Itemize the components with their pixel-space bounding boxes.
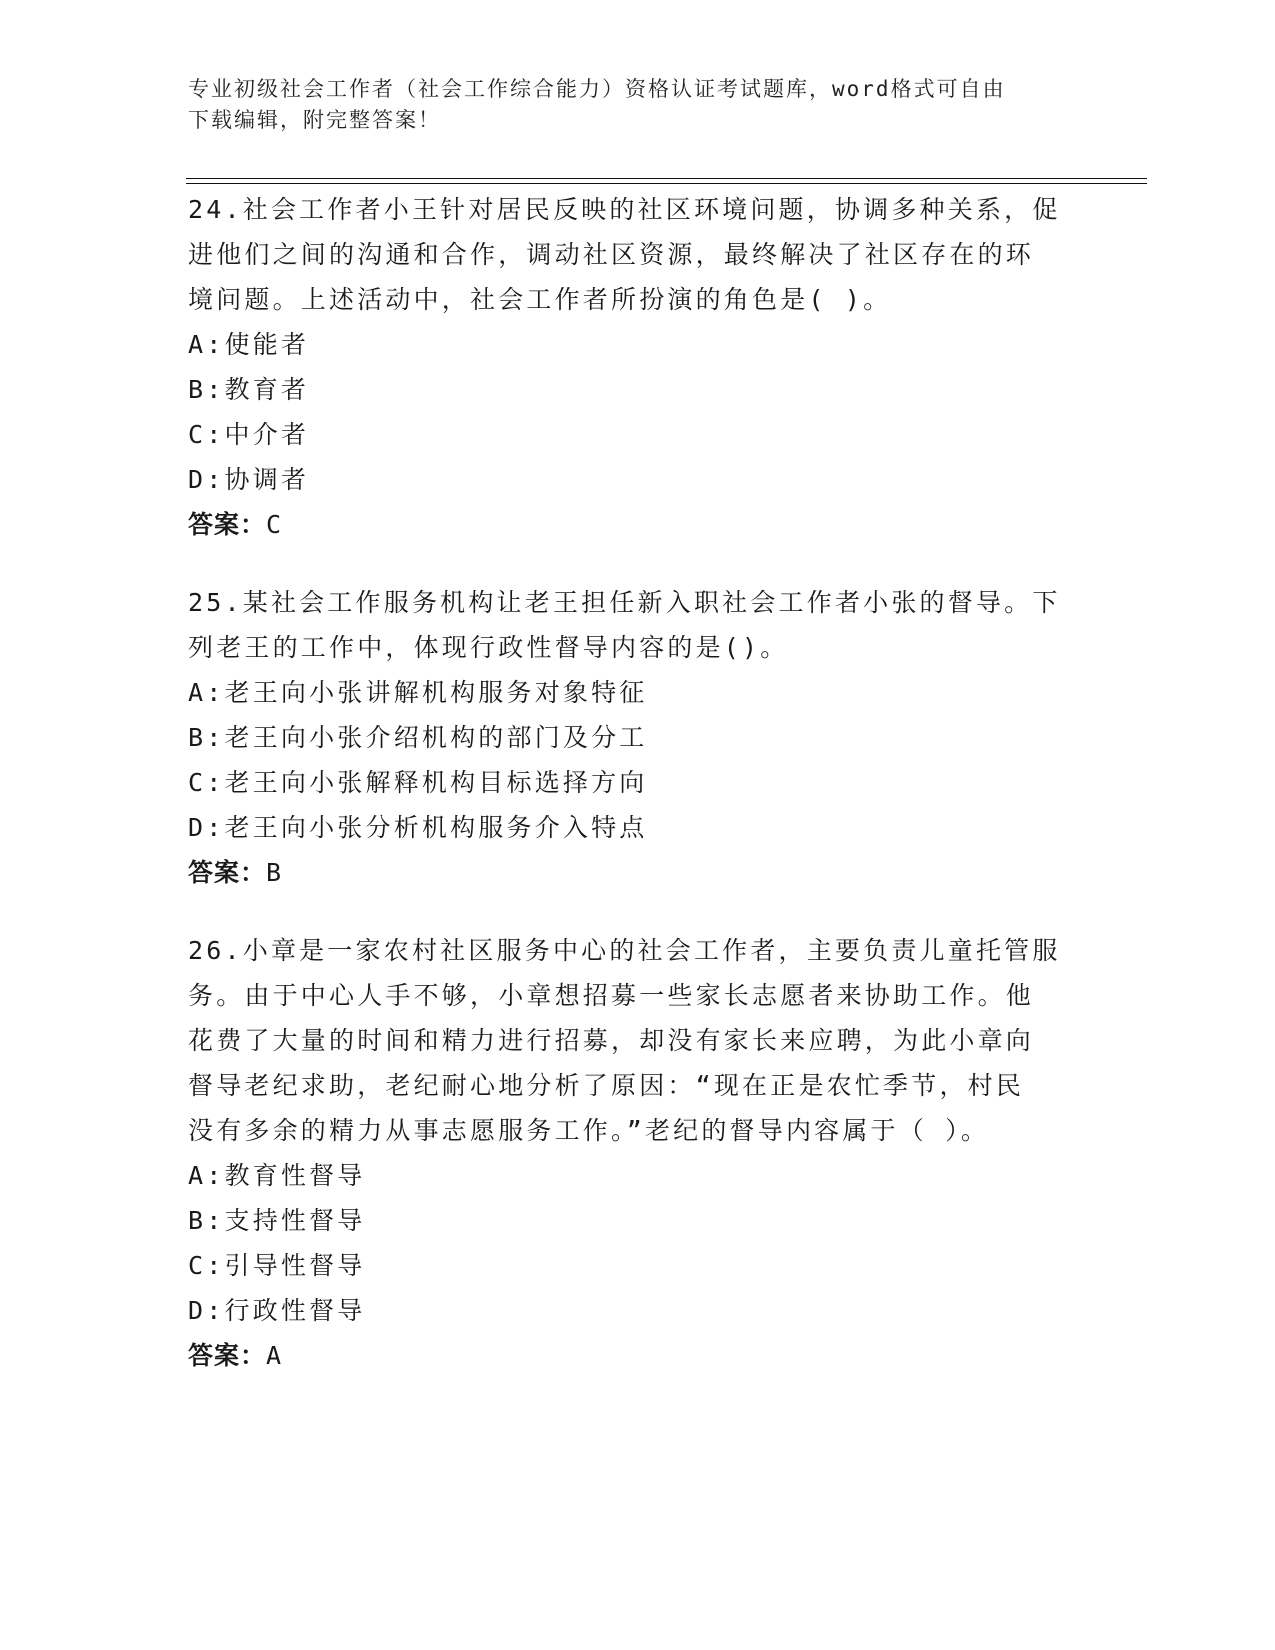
stem-line: 务。由于中心人手不够，小章想招募一些家长志愿者来协助工作。他 bbox=[188, 981, 1035, 1010]
option-a: A:老王向小张讲解机构服务对象特征 bbox=[188, 678, 648, 707]
option-d: D:老王向小张分析机构服务介入特点 bbox=[188, 813, 648, 842]
option-d: D:协调者 bbox=[188, 465, 310, 494]
stem-line: 督导老纪求助，老纪耐心地分析了原因：“现在正是农忙季节，村民 bbox=[188, 1071, 1025, 1100]
option-a: A:教育性督导 bbox=[188, 1161, 366, 1190]
stem-line: 26.小章是一家农村社区服务中心的社会工作者，主要负责儿童托管服 bbox=[188, 936, 1061, 965]
question-25 bbox=[188, 574, 1088, 895]
option-b: B:支持性督导 bbox=[188, 1206, 366, 1235]
answer-line bbox=[188, 1333, 1088, 1378]
header-rule-top bbox=[186, 178, 1147, 179]
answer-label: 答案： bbox=[188, 510, 267, 539]
answer-line bbox=[188, 850, 1088, 895]
question-26 bbox=[188, 922, 1088, 1378]
stem-line: 没有多余的精力从事志愿服务工作。”老纪的督导内容属于（ ）。 bbox=[188, 1116, 990, 1145]
stem-line: 25.某社会工作服务机构让老王担任新入职社会工作者小张的督导。下 bbox=[188, 588, 1061, 617]
document-header bbox=[188, 74, 1088, 136]
answer-value: C bbox=[266, 510, 283, 539]
header-line-1: 专业初级社会工作者（社会工作综合能力）资格认证考试题库，word格式可自由 bbox=[188, 77, 1006, 101]
option-b: B:老王向小张介绍机构的部门及分工 bbox=[188, 723, 648, 752]
answer-line bbox=[188, 502, 1088, 547]
option-c: C:引导性督导 bbox=[188, 1251, 366, 1280]
question-24 bbox=[188, 181, 1088, 547]
stem-line: 24.社会工作者小王针对居民反映的社区环境问题，协调多种关系，促 bbox=[188, 195, 1061, 224]
option-c: C:老王向小张解释机构目标选择方向 bbox=[188, 768, 648, 797]
stem-line: 列老王的工作中，体现行政性督导内容的是()。 bbox=[188, 633, 789, 662]
answer-value: B bbox=[266, 858, 283, 887]
option-b: B:教育者 bbox=[188, 375, 310, 404]
header-line-2: 下载编辑，附完整答案！ bbox=[188, 108, 441, 132]
stem-line: 境问题。上述活动中，社会工作者所扮演的角色是( )。 bbox=[188, 285, 892, 314]
stem-line: 进他们之间的沟通和合作，调动社区资源，最终解决了社区存在的环 bbox=[188, 240, 1035, 269]
stem-line: 花费了大量的时间和精力进行招募，却没有家长来应聘，为此小章向 bbox=[188, 1026, 1035, 1055]
answer-value: A bbox=[266, 1341, 283, 1370]
question-stem bbox=[188, 181, 1088, 322]
question-stem bbox=[188, 922, 1088, 1153]
option-a: A:使能者 bbox=[188, 330, 310, 359]
option-c: C:中介者 bbox=[188, 420, 310, 449]
answer-label: 答案： bbox=[188, 858, 267, 887]
answer-label: 答案： bbox=[188, 1341, 267, 1370]
option-d: D:行政性督导 bbox=[188, 1296, 366, 1325]
question-stem bbox=[188, 574, 1088, 670]
